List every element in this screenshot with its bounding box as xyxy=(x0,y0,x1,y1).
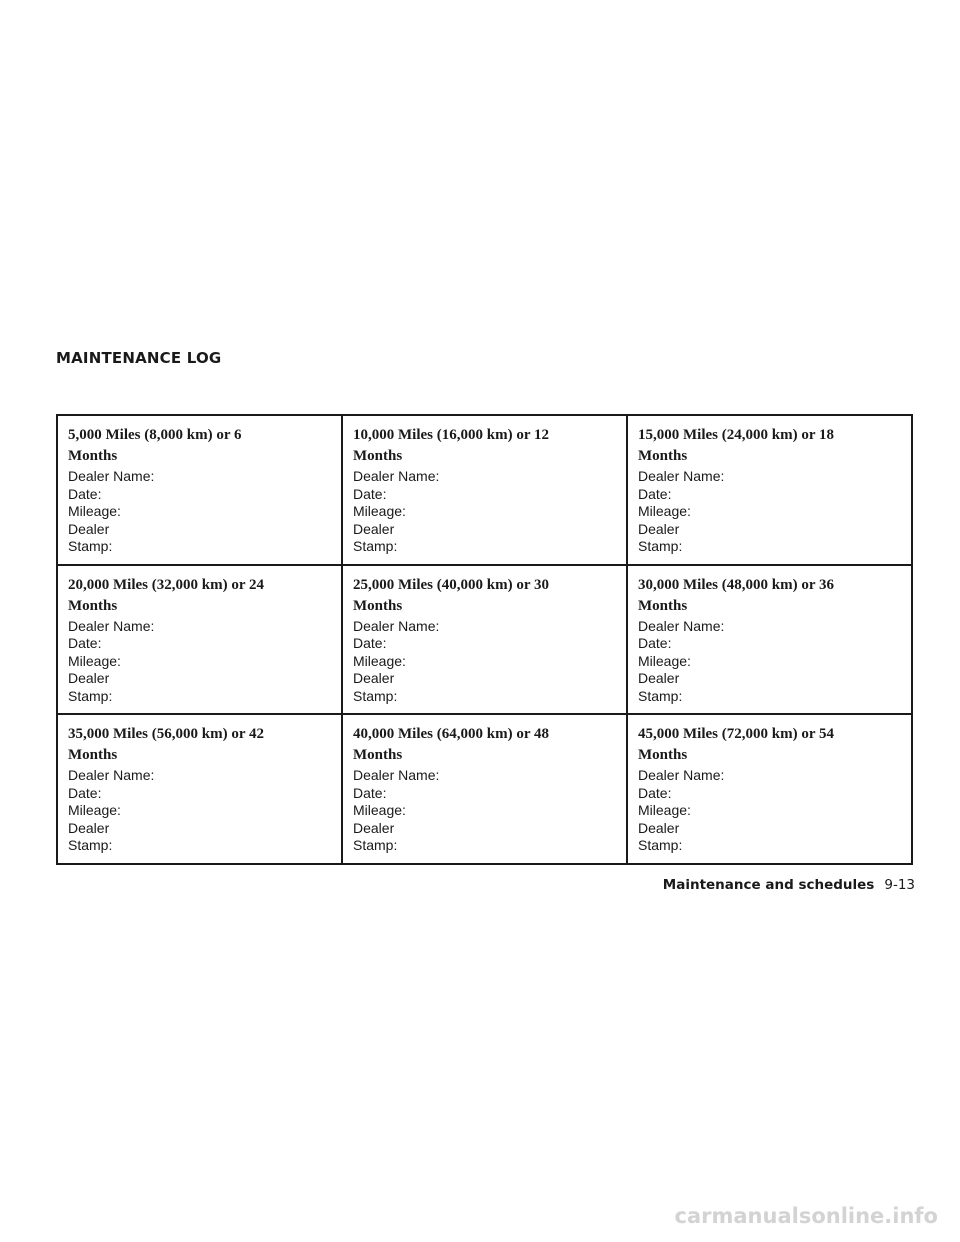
field-stamp-label: Stamp: xyxy=(68,538,113,554)
field-dealer-label: Dealer xyxy=(353,520,395,537)
field-date-label: Date: xyxy=(638,784,672,801)
field-mileage-label: Mileage: xyxy=(638,503,691,519)
service-interval-heading: 25,000 Miles (40,000 km) or 30 Months xyxy=(353,576,549,614)
log-entry-cell xyxy=(342,565,627,715)
field-dealer-name-label: Dealer Name: xyxy=(353,767,440,783)
watermark: carmanualsonline.info xyxy=(674,1204,938,1228)
maintenance-log-table xyxy=(56,414,913,865)
log-entry-cell xyxy=(342,415,627,565)
field-mileage-label: Mileage: xyxy=(68,802,121,818)
field-dealer-name-label: Dealer Name: xyxy=(68,767,155,783)
log-entry-cell xyxy=(627,415,912,565)
log-entry-cell xyxy=(57,565,342,715)
service-interval-heading: 40,000 Miles (64,000 km) or 48 Months xyxy=(353,726,549,763)
service-interval-heading: 20,000 Miles (32,000 km) or 24 Months xyxy=(68,576,264,614)
field-stamp-label: Stamp: xyxy=(353,837,398,853)
log-row xyxy=(57,714,912,864)
field-stamp-label: Stamp: xyxy=(353,687,398,704)
field-dealer-name-label: Dealer Name: xyxy=(638,468,725,484)
service-interval-heading: 45,000 Miles (72,000 km) or 54 Months xyxy=(638,726,834,763)
field-stamp-label: Stamp: xyxy=(353,538,398,554)
field-dealer-name-label: Dealer Name: xyxy=(638,767,725,783)
service-interval-heading: 15,000 Miles (24,000 km) or 18 Months xyxy=(638,427,834,464)
field-stamp-label: Stamp: xyxy=(638,687,683,704)
service-interval-heading: 5,000 Miles (8,000 km) or 6 Months xyxy=(68,427,242,464)
service-interval-heading: 35,000 Miles (56,000 km) or 42 Months xyxy=(68,726,264,763)
log-entry-cell xyxy=(57,714,342,864)
service-interval-heading: 30,000 Miles (48,000 km) or 36 Months xyxy=(638,576,834,614)
field-mileage-label: Mileage: xyxy=(638,802,691,818)
service-interval-heading: 10,000 Miles (16,000 km) or 12 Months xyxy=(353,427,549,464)
field-mileage-label: Mileage: xyxy=(353,503,406,519)
field-dealer-name-label: Dealer Name: xyxy=(68,468,155,484)
field-dealer-label: Dealer xyxy=(68,520,110,537)
field-mileage-label: Mileage: xyxy=(353,652,406,669)
log-entry-cell xyxy=(57,415,342,565)
section-title: MAINTENANCE LOG xyxy=(56,349,222,367)
field-mileage-label: Mileage: xyxy=(68,652,121,669)
field-dealer-label: Dealer xyxy=(68,819,110,836)
field-date-label: Date: xyxy=(353,635,387,651)
field-dealer-label: Dealer xyxy=(68,670,110,686)
field-stamp-label: Stamp: xyxy=(638,538,683,554)
field-date-label: Date: xyxy=(638,635,672,651)
log-row xyxy=(57,565,912,715)
log-entry-cell xyxy=(342,714,627,864)
field-dealer-name-label: Dealer Name: xyxy=(638,617,725,634)
footer-section-name: Maintenance and schedules xyxy=(662,877,875,893)
field-date-label: Date: xyxy=(353,485,387,502)
field-dealer-label: Dealer xyxy=(638,520,680,537)
field-dealer-label: Dealer xyxy=(638,819,680,836)
field-date-label: Date: xyxy=(353,784,387,801)
field-date-label: Date: xyxy=(68,485,102,502)
field-stamp-label: Stamp: xyxy=(68,687,113,704)
field-dealer-label: Dealer xyxy=(353,670,395,686)
log-entry-cell xyxy=(627,714,912,864)
field-date-label: Date: xyxy=(638,485,672,502)
log-entry-cell xyxy=(627,565,912,715)
field-dealer-name-label: Dealer Name: xyxy=(68,617,155,634)
field-stamp-label: Stamp: xyxy=(638,837,683,853)
field-dealer-name-label: Dealer Name: xyxy=(353,617,440,634)
field-date-label: Date: xyxy=(68,784,102,801)
field-dealer-label: Dealer xyxy=(353,819,395,836)
field-dealer-name-label: Dealer Name: xyxy=(353,468,440,484)
field-mileage-label: Mileage: xyxy=(68,503,121,519)
field-dealer-label: Dealer xyxy=(638,670,680,686)
field-date-label: Date: xyxy=(68,635,102,651)
field-stamp-label: Stamp: xyxy=(68,837,113,853)
footer-page-number: 9-13 xyxy=(884,877,915,893)
field-mileage-label: Mileage: xyxy=(353,802,406,818)
page-footer xyxy=(663,877,915,893)
log-row xyxy=(57,415,912,565)
field-mileage-label: Mileage: xyxy=(638,652,691,669)
